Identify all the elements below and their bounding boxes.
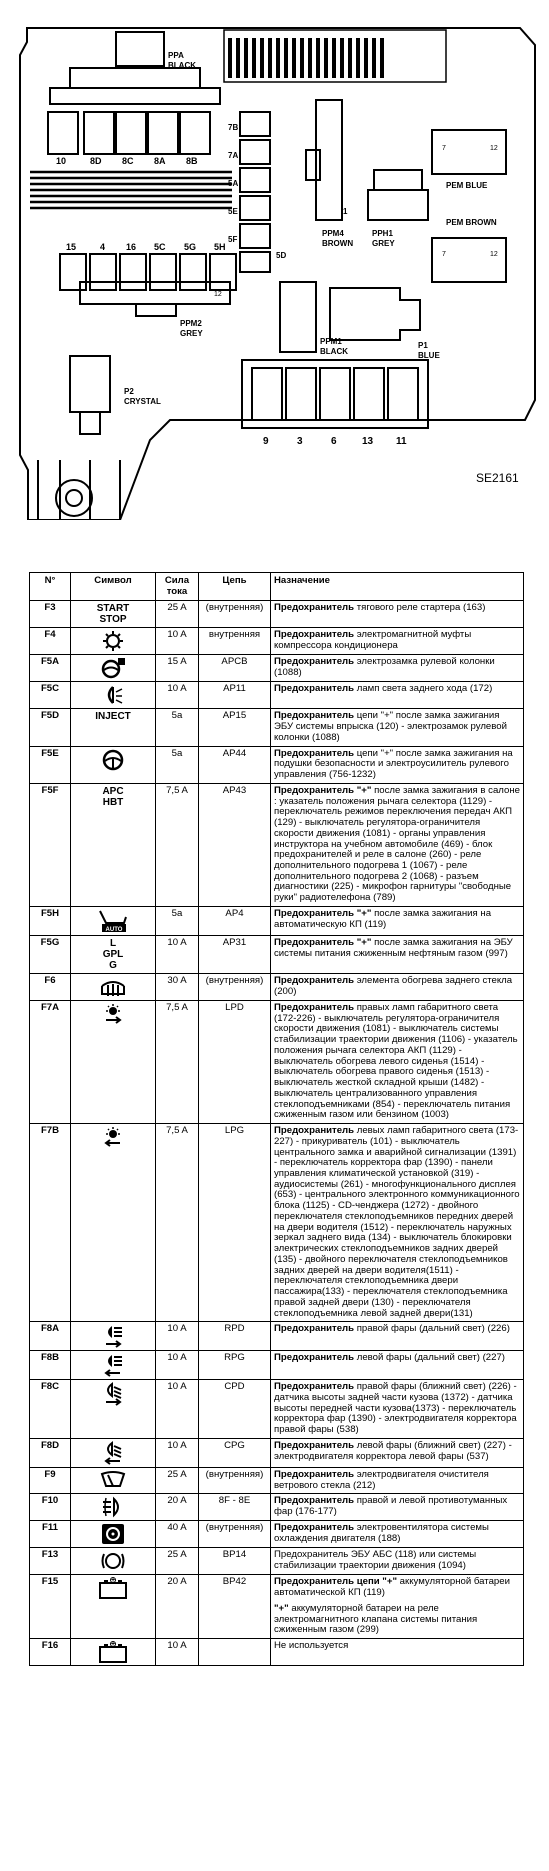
fuse-purpose (271, 783, 524, 906)
fuse-amperage: 10 A (156, 1351, 199, 1380)
svg-text:+: + (110, 1577, 116, 1585)
fuse-row-f5a (30, 655, 524, 682)
purpose-text: электрозамка рулевой колонки (1088) (274, 656, 495, 679)
fuse-amperage: 10 A (156, 682, 199, 709)
fuse-circuit: (внутренняя) (199, 601, 271, 628)
purpose-extra (274, 1604, 520, 1636)
pph1-label: PPH1 (372, 229, 393, 238)
fuse-amperage: 5a (156, 746, 199, 783)
fuse-purpose (271, 1124, 524, 1322)
fuse-row-f5d (30, 709, 524, 746)
p1-label: P1 (418, 341, 428, 350)
purpose-text: электровентилятора системы охлаждения двигателя (188) (274, 1522, 489, 1545)
symbol-text: INJECT (95, 711, 131, 723)
fuse-3-label: 3 (297, 436, 303, 447)
fuse-purpose (271, 973, 524, 1000)
fuse-box-diagram (0, 0, 549, 520)
fuse-symbol (71, 1521, 156, 1548)
symbol-text: L GPL G (102, 937, 124, 971)
fuse-amperage: 20 A (156, 1575, 199, 1639)
ppm4-label: PPM4 (322, 229, 344, 238)
fuse-id: F6 (30, 973, 71, 1000)
fuse-circuit: LPG (199, 1124, 271, 1322)
fuse-id: F5H (30, 906, 71, 935)
fuse-amperage: 30 A (156, 973, 199, 1000)
battery-icon (74, 1641, 152, 1663)
fuse-5e-label: 5E (228, 207, 238, 216)
fuse-circuit: BP42 (199, 1575, 271, 1639)
p1-color: BLUE (418, 351, 440, 360)
fuse-8d-label: 8D (90, 156, 102, 166)
fuse-id: F5C (30, 682, 71, 709)
ppm1-label: PPM1 (320, 337, 342, 346)
col-symbol-header: Символ (71, 573, 156, 601)
fuse-9-label: 9 (263, 436, 269, 447)
fuse-amperage: 10 A (156, 1639, 199, 1666)
fuse-row-f6 (30, 973, 524, 1000)
fuse-symbol (71, 1351, 156, 1380)
wiper-icon (74, 1470, 152, 1490)
purpose-bold: Предохранитель (274, 683, 355, 695)
fuse-row-f5g (30, 935, 524, 973)
fuse-row-f11 (30, 1521, 524, 1548)
fuse-id: F5D (30, 709, 71, 746)
fuse-5d-label: 5D (276, 251, 287, 260)
fuse-row-f8b (30, 1351, 524, 1380)
fuse-purpose (271, 1639, 524, 1666)
purpose-bold: Предохранитель (274, 974, 355, 986)
fuse-symbol (71, 655, 156, 682)
purpose-text: цепи "+" после замка зажигания ЭБУ системы впрыска (120) - электрозамок рулевой колонки (1088) (274, 710, 507, 743)
fuse-amperage: 10 A (156, 935, 199, 973)
fuse-purpose (271, 1521, 524, 1548)
purpose-text: цепи "+" после замка зажигания на подушки безопасности и электроусилитель рулевого управления (756-1232) (274, 747, 513, 781)
fuse-symbol (71, 1639, 156, 1666)
fuse-row-f9 (30, 1467, 524, 1493)
fuse-symbol (71, 1548, 156, 1575)
fuse-row-f5c (30, 682, 524, 709)
purpose-text: левой фары (ближний свет) (227) - электродвигателя корректора левой фары (537) (274, 1439, 512, 1462)
ppm4-color: BROWN (322, 239, 354, 248)
diagram-code: SE2161 (476, 471, 519, 485)
fuse-row-f8d (30, 1438, 524, 1467)
fuse-purpose (271, 906, 524, 935)
pin-12a-label: 12 (490, 145, 498, 152)
fuse-16-label: 16 (126, 242, 137, 252)
fuse-8a-label: 8A (154, 156, 166, 166)
top-fuse-row (48, 112, 210, 154)
purpose-text: правой фары (ближний свет) (226) - датчика высоты задней части кузова (1372) - датчика высоты передней части кузова(1373) - переключатель корректора фар (1390) - электродвигателя корректора правой фары (538) (274, 1381, 517, 1436)
fuse-symbol (71, 682, 156, 709)
fuse-circuit: (внутренняя) (199, 1467, 271, 1493)
steering-lock-icon (74, 657, 152, 679)
purpose-text-2: аккумуляторной батареи на реле электромагнитного клапана системы питания сжиженным газом (299) (274, 1602, 478, 1636)
p2-color: CRYSTAL (124, 397, 161, 406)
fuse-symbol (71, 601, 156, 628)
purpose-bold: Предохранитель (274, 1352, 355, 1364)
col-purpose-header: Назначение (271, 573, 524, 601)
ppa-color: BLACK (168, 61, 196, 70)
fuse-purpose (271, 1322, 524, 1351)
purpose-text: левых ламп габаритного света (173-227) - прикуриватель (101) - выключатель центрального замка и аварийной сигнализации (1391) - переключатель корректора фар (1390) - панели управления климатической установкой (319) - аудиосистемы (261) - многофункционального дисплея (653) - центрального электронного коммуникационного блока (1125) - CD-ченджера (1272) - двойного переключателя стеклоподъемников передних дверей на двери водителя (1512) - переключатель наружных зеркал заднего вида (134) - выключатель блокировки электрических стеклоподъемников задних дверей (135) - двойного переключателя стеклоподъемников задних дверей на двери водителя(1511) - переключателя стеклоподъемника двери пассажира(133) - переключателя стеклоподъемника правой задней двери (130) - переключателя стеклоподъемника левой задней двери(131) (274, 1125, 520, 1319)
low-beam-left-icon (74, 1441, 152, 1465)
fuse-id: F4 (30, 628, 71, 655)
symbol-text: START STOP (96, 603, 130, 626)
fuse-8c-label: 8C (122, 156, 134, 166)
pem-brown-label: PEM BROWN (446, 218, 497, 227)
fuse-id: F5G (30, 935, 71, 973)
fuse-rows (30, 601, 524, 1666)
fuse-purpose (271, 1438, 524, 1467)
fuse-symbol (71, 1467, 156, 1493)
fuse-purpose (271, 746, 524, 783)
fuse-purpose (271, 628, 524, 655)
purpose-bold: Предохранитель (274, 1468, 355, 1480)
fuse-circuit: AP4 (199, 906, 271, 935)
fuse-amperage: 20 A (156, 1494, 199, 1521)
fuse-purpose (271, 601, 524, 628)
fuse-row-f5e (30, 746, 524, 783)
purpose-bold: Предохранитель (274, 1001, 355, 1013)
fuse-row-f10 (30, 1494, 524, 1521)
fuse-circuit: AP11 (199, 682, 271, 709)
col-circuit-header: Цепь (199, 573, 271, 601)
fuse-purpose (271, 1494, 524, 1521)
pin-7a-label: 7 (442, 145, 446, 152)
fuse-circuit: (внутренняя) (199, 973, 271, 1000)
side-lamp-right-icon (74, 1003, 152, 1025)
fuse-id: F13 (30, 1548, 71, 1575)
fuse-amperage: 10 A (156, 1380, 199, 1439)
fuse-10-label: 10 (56, 156, 67, 166)
purpose-bold: Предохранитель "+" (274, 784, 372, 796)
fuse-circuit: RPD (199, 1322, 271, 1351)
fuse-7a-label: 7A (228, 151, 239, 160)
purpose-bold: Предохранитель (274, 1125, 355, 1137)
fuse-id: F16 (30, 1639, 71, 1666)
purpose-bold: Предохранитель цепи "+" (274, 1576, 398, 1588)
fuse-row-f8c (30, 1380, 524, 1439)
purpose-text: электромагнитной муфты компрессора кондиционера (274, 629, 472, 652)
low-beam-right-icon (74, 1382, 152, 1406)
fuse-symbol (71, 1575, 156, 1639)
fuse-circuit: (внутренняя) (199, 1521, 271, 1548)
pin-12b-label: 12 (490, 251, 498, 258)
fuse-amperage: 5a (156, 906, 199, 935)
side-lamp-left-icon (74, 1126, 152, 1148)
purpose-text: тягового реле стартера (163) (354, 602, 486, 614)
fuse-symbol (71, 935, 156, 973)
fuse-symbol (71, 1000, 156, 1123)
purpose-text: ламп света заднего хода (172) (354, 683, 493, 695)
housing-outline (20, 28, 535, 520)
purpose-text: после замка зажигания в салоне : указатель положения рычага селектора (1129) - переключатель режимов переключения передач АКП (129) - выключатель регулятора-ограничителя скорости движения (1081) - органы управления инструктора на учебном автомобиле (469) - блок предохранителей и реле в салоне (260) - реле дополнительного подогрева 1 (1067) - реле дополнительного подогрева 2 (1068) - разъем диагностики (225) - микрофон гарнитуры "свободные руки" радиотелефона (789) (274, 784, 520, 904)
fuse-symbol (71, 906, 156, 935)
p2-label: P2 (124, 387, 134, 396)
ppm2-color: GREY (180, 329, 203, 338)
purpose-text: Не используется (274, 1640, 349, 1652)
fuse-row-f3 (30, 601, 524, 628)
purpose-bold: Предохранитель "+" (274, 936, 372, 948)
abs-icon (74, 1550, 152, 1572)
table-header-row (30, 573, 524, 601)
fuse-5h-label: 5H (214, 242, 226, 252)
fuse-purpose (271, 1575, 524, 1639)
fuse-row-f7a (30, 1000, 524, 1123)
high-beam-left-icon (74, 1353, 152, 1377)
svg-text:+: + (110, 1641, 116, 1649)
fuse-circuit: 8F - 8E (199, 1494, 271, 1521)
fuse-amperage: 10 A (156, 1438, 199, 1467)
mid-fuse-row (60, 254, 236, 290)
fuse-row-f15 (30, 1575, 524, 1639)
fuse-11-label: 11 (396, 436, 407, 447)
fuse-purpose (271, 709, 524, 746)
purpose-bold: Предохранитель (274, 629, 355, 641)
fuse-amperage: 10 A (156, 1322, 199, 1351)
fuse-8b-label: 8B (186, 156, 198, 166)
pph1-color: GREY (372, 239, 395, 248)
fuse-4-label: 4 (100, 242, 106, 252)
pin-12c-label: 12 (214, 291, 222, 298)
fuse-15-label: 15 (66, 242, 77, 252)
fuse-id: F8C (30, 1380, 71, 1439)
fuse-circuit: AP31 (199, 935, 271, 973)
fog-lamp-icon (74, 1496, 152, 1518)
fuse-purpose (271, 682, 524, 709)
fuse-purpose (271, 935, 524, 973)
fuse-id: F8D (30, 1438, 71, 1467)
hatched-rail (230, 38, 382, 78)
purpose-bold: Предохранитель (274, 1495, 355, 1507)
fuse-row-f8a (30, 1322, 524, 1351)
fuse-amperage: 7,5 A (156, 783, 199, 906)
fuse-table (29, 572, 524, 1666)
fuse-purpose (271, 1548, 524, 1575)
fuse-amperage: 15 A (156, 655, 199, 682)
pin-1-label: 1 (343, 207, 348, 216)
purpose-text: электродвигателя очистителя ветрового стекла (212) (274, 1468, 489, 1491)
fuse-5f-label: 5F (228, 235, 238, 244)
fuse-symbol (71, 1438, 156, 1467)
fuse-id: F5A (30, 655, 71, 682)
fuse-amperage: 5a (156, 709, 199, 746)
radiator-fan-icon (74, 1523, 152, 1545)
reverse-lamp-icon (74, 684, 152, 706)
ppm2-label: PPM2 (180, 319, 202, 328)
fuse-symbol (71, 746, 156, 783)
pin-7b-label: 7 (442, 251, 446, 258)
fuse-purpose (271, 1380, 524, 1439)
fuse-circuit: LPD (199, 1000, 271, 1123)
fuse-amperage: 7,5 A (156, 1000, 199, 1123)
purpose-bold: Предохранитель (274, 1522, 355, 1534)
fuse-purpose (271, 1467, 524, 1493)
fuse-row-f4 (30, 628, 524, 655)
hatched-bar (30, 172, 232, 208)
fuse-id: F5F (30, 783, 71, 906)
fuse-circuit: BP14 (199, 1548, 271, 1575)
fuse-amperage: 25 A (156, 1467, 199, 1493)
fuse-13-label: 13 (362, 436, 374, 447)
fuse-symbol (71, 1494, 156, 1521)
purpose-bold: Предохранитель (274, 1439, 355, 1451)
purpose-text: правой и левой противотуманных фар (176-177) (274, 1495, 508, 1518)
pem-blue-label: PEM BLUE (446, 181, 488, 190)
fuse-5c-label: 5C (154, 242, 166, 252)
purpose-bold: Предохранитель (274, 1323, 355, 1335)
fuse-symbol (71, 1322, 156, 1351)
purpose-bold: Предохранитель (274, 656, 355, 668)
fuse-5a-label: 5A (228, 179, 239, 188)
fuse-id: F9 (30, 1467, 71, 1493)
svg-text:AUTO: AUTO (105, 926, 123, 933)
purpose-text: левой фары (дальний свет) (227) (354, 1352, 505, 1364)
purpose-bold: Предохранитель (274, 1381, 355, 1393)
fuse-6-label: 6 (331, 436, 337, 447)
fuse-symbol (71, 628, 156, 655)
fuse-id: F5E (30, 746, 71, 783)
rear-defrost-icon (74, 976, 152, 998)
fuse-row-f5h (30, 906, 524, 935)
mount-bracket (38, 460, 120, 520)
purpose-bold-2: "+" (274, 1602, 289, 1614)
fuse-row-f5f (30, 783, 524, 906)
purpose-bold: Предохранитель (274, 747, 355, 759)
purpose-text: после замка зажигания на автоматическую КП (119) (274, 907, 492, 930)
fuse-symbol (71, 709, 156, 746)
fuse-amperage: 25 A (156, 601, 199, 628)
fuse-purpose (271, 655, 524, 682)
fuse-circuit: CPG (199, 1438, 271, 1467)
fuse-circuit: APCB (199, 655, 271, 682)
fuse-amperage: 7,5 A (156, 1124, 199, 1322)
fuse-id: F11 (30, 1521, 71, 1548)
purpose-bold: Предохранитель (274, 602, 355, 614)
ppm1-color: BLACK (320, 347, 348, 356)
fuse-amperage: 10 A (156, 628, 199, 655)
purpose-text: аккумуляторной батареи автоматической КП (119) (274, 1576, 510, 1599)
fuse-circuit: AP44 (199, 746, 271, 783)
fuse-amperage: 40 A (156, 1521, 199, 1548)
fuse-id: F8A (30, 1322, 71, 1351)
fuse-symbol (71, 1380, 156, 1439)
fuse-symbol (71, 783, 156, 906)
fuse-circuit: RPG (199, 1351, 271, 1380)
fuse-circuit: AP15 (199, 709, 271, 746)
fuse-purpose (271, 1000, 524, 1123)
purpose-text: элемента обогрева заднего стекла (200) (274, 974, 513, 997)
fuse-row-f16 (30, 1639, 524, 1666)
auto-gearbox-icon (74, 909, 152, 933)
fuse-purpose (271, 1351, 524, 1380)
fuse-id: F15 (30, 1575, 71, 1639)
fuse-id: F7B (30, 1124, 71, 1322)
fuse-row-f13 (30, 1548, 524, 1575)
purpose-bold: Предохранитель (274, 710, 355, 722)
fuse-id: F3 (30, 601, 71, 628)
fuse-symbol (71, 1124, 156, 1322)
purpose-bold: Предохранитель "+" (274, 907, 372, 919)
fuse-id: F8B (30, 1351, 71, 1380)
purpose-text: правых ламп габаритного света (172-226) - выключатель регулятора-ограничителя скорости движения (1081) - выключатель системы стабилизации траектории движения (1106) - указатель положения рычага селектора АКП (1129) - выключатель обогрева левого сиденья (1514) - выключатель обогрева правого сиденья (1513) - выключатель жесткой складной крыши (1482) - выключатель централизованного управления стеклоподъемниками (854) - переключатель питания сжиженным газом или бензином (1003) (274, 1001, 518, 1121)
high-beam-right-icon (74, 1324, 152, 1348)
col-num-header: N° (30, 573, 71, 601)
purpose-text: после замка зажигания на ЭБУ системы питания сжиженным нефтяным газом (997) (274, 936, 513, 959)
fuse-7b-label: 7B (228, 123, 239, 132)
fuse-symbol (71, 973, 156, 1000)
ppa-label: PPA (168, 51, 184, 60)
fuse-circuit: CPD (199, 1380, 271, 1439)
fuse-circuit: AP43 (199, 783, 271, 906)
ac-compressor-icon (74, 630, 152, 652)
fuse-row-f7b (30, 1124, 524, 1322)
fuse-circuit (199, 1639, 271, 1666)
fuse-id: F10 (30, 1494, 71, 1521)
col-amp-header: Сила тока (156, 573, 199, 601)
steering-wheel-icon (74, 749, 152, 771)
fuse-id: F7A (30, 1000, 71, 1123)
fuse-5g-label: 5G (184, 242, 197, 252)
symbol-text: APC HBT (102, 785, 124, 808)
fuse-amperage: 25 A (156, 1548, 199, 1575)
fuse-circuit: внутренняя (199, 628, 271, 655)
battery-icon (74, 1577, 152, 1599)
purpose-text: Предохранитель ЭБУ АБС (118) или системы стабилизации траектории движения (1094) (274, 1549, 477, 1572)
purpose-text: правой фары (дальний свет) (226) (354, 1323, 510, 1335)
